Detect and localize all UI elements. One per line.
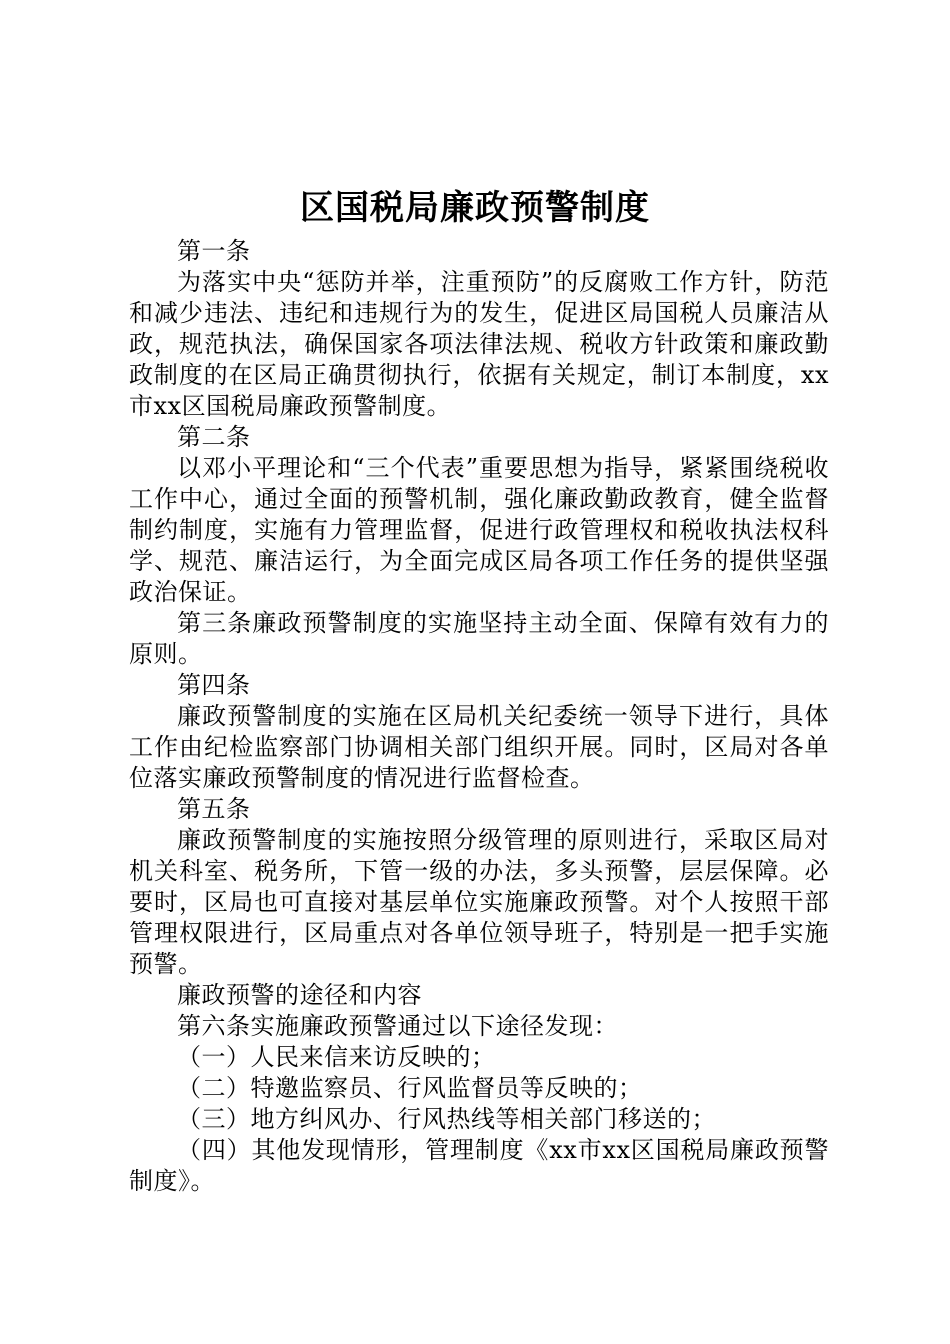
article-1-heading: 第一条 <box>177 237 251 265</box>
article-3-text: 第三条廉政预警制度的实施坚持主动全面、保障有效有力的原则。 <box>129 609 829 668</box>
section-heading: 廉政预警的途径和内容 <box>177 981 422 1009</box>
document-body <box>129 236 829 1197</box>
article-1-text: 为落实中央“惩防并举，注重预防”的反腐败工作方针，防范和减少违法、违纪和违规行为的发生，促进区局国税人员廉洁从政，规范执法，确保国家各项法律法规、税收方针政策和廉政勤政制度的在区局正确贯彻执行，依据有关规定，制订本制度，xx市xx区国税局廉政预警制度。 <box>129 268 829 420</box>
article-5-text: 廉政预警制度的实施按照分级管理的原则进行，采取区局对机关科室、税务所，下管一级的办法，多头预警，层层保障。必要时，区局也可直接对基层单位实施廉政预警。对个人按照干部管理权限进行，区局重点对各单位领导班子，特别是一把手实施预警。 <box>129 826 829 978</box>
list-item-3: （三）地方纠风办、行风热线等相关部门移送的； <box>177 1105 716 1133</box>
article-4-heading: 第四条 <box>177 671 251 699</box>
article-4-text: 廉政预警制度的实施在区局机关纪委统一领导下进行，具体工作由纪检监察部门协调相关部门组织开展。同时，区局对各单位落实廉政预警制度的情况进行监督检查。 <box>129 702 829 792</box>
article-6-text: 第六条实施廉政预警通过以下途径发现： <box>177 1012 618 1040</box>
document-title: 区国税局廉政预警制度 <box>300 188 650 228</box>
article-2-text: 以邓小平理论和“三个代表”重要思想为指导，紧紧围绕税收工作中心，通过全面的预警机制，强化廉政勤政教育，健全监督制约制度，实施有力管理监督，促进行政管理权和税收执法权科学、规范、廉洁运行，为全面完成区局各项工作任务的提供坚强政治保证。 <box>129 454 829 606</box>
list-item-4: （四）其他发现情形，管理制度《xx市xx区国税局廉政预警制度》。 <box>129 1136 829 1195</box>
list-item-1: （一）人民来信来访反映的； <box>177 1043 496 1071</box>
article-5-heading: 第五条 <box>177 795 251 823</box>
article-2-heading: 第二条 <box>177 423 251 451</box>
list-item-2: （二）特邀监察员、行风监督员等反映的； <box>177 1074 643 1102</box>
